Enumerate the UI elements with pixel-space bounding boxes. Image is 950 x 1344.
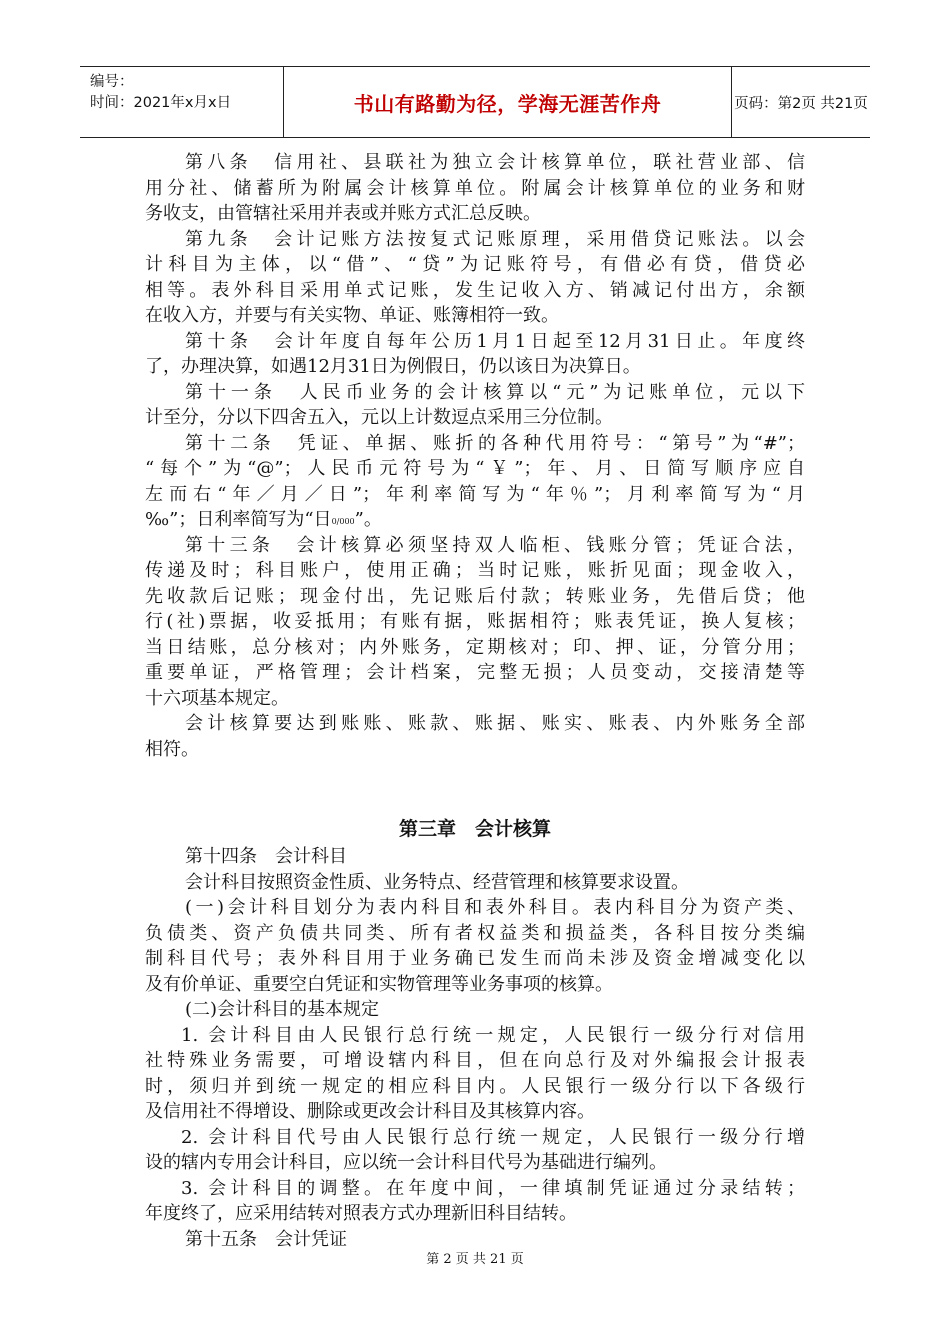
text-line: 时，须归并到统一规定的相应科目内。人民银行一级分行以下各级行 <box>145 1075 805 1097</box>
header-motto-cell <box>283 67 732 137</box>
text-line: 制科目代号；表外科目用于业务确已发生而尚未涉及资金增减变化以 <box>145 948 805 969</box>
text-line: 2. 会计科目代号由人民银行总行统一规定，人民银行一级分行增 <box>181 1126 805 1148</box>
article-12 <box>145 431 805 533</box>
text-line: (二)会计科目的基本规定 <box>185 999 380 1020</box>
text-line: 在收入方，并要与有关实物、单证、账簿相符一致。 <box>145 305 559 326</box>
page-footer: 第 2 页 共 21 页 <box>426 1252 524 1267</box>
text-line: 计科目为主体，以“借”、“贷”为记账符号，有借必有贷，借贷必 <box>145 254 805 275</box>
text-line: 第九条 会计记账方法按复式记账原理，采用借贷记账法。以会 <box>185 228 805 250</box>
article-11 <box>145 380 805 431</box>
text-line: 传递及时；科目账户，使用正确；当时记账，账折见面；现金收入， <box>145 560 805 581</box>
text-line: 及信用社不得增设、删除或更改会计科目及其核算内容。 <box>145 1101 595 1122</box>
item-1 <box>145 1023 805 1125</box>
daily-rate-symbol: 0/000 <box>331 517 355 526</box>
text-line: 先收款后记账；现金付出，先记账后付款；转账业务，先借后贷；他 <box>145 585 805 607</box>
text-line: 行(社)票据，收妥抵用；有账有据，账据相符；账表凭证，换人复核； <box>145 611 805 632</box>
page-header <box>80 66 870 138</box>
text-line: “每个”为“@”；人民币元符号为“￥”；年、月、日简写顺序应自 <box>145 458 805 479</box>
text-line: 1. 会计科目由人民银行总行统一规定，人民银行一级分行对信用 <box>181 1024 805 1046</box>
text-line: 负债类、资产负债共同类、所有者权益类和损益类，各科目按分类编 <box>145 922 805 944</box>
paragraph-accuracy <box>145 711 805 762</box>
document-body <box>145 150 805 1252</box>
text-line: 相等。表外科目采用单式记账，发生记收入方、销减记付出方，余额 <box>145 279 805 301</box>
article-14 <box>145 844 805 895</box>
article-10 <box>145 329 805 380</box>
document-number-label: 编号： <box>90 74 134 90</box>
text-line: 左而右“年／月／日”；年利率简写为“年％”；月利率简写为“月 <box>145 483 805 505</box>
text-line: 设的辖内专用会计科目，应以统一会计科目代号为基础进行编列。 <box>145 1152 667 1173</box>
text-line: 第十条 会计年度自每年公历1月1日起至12月31日止。年度终 <box>185 330 805 352</box>
article-9 <box>145 227 805 329</box>
document-date-label: 时间：2021年x月x日 <box>90 95 232 111</box>
text-segment: ‰”；日利率简写为“日 <box>145 509 332 530</box>
text-line: 了，办理决算，如遇12月31日为例假日，仍以该日为决算日。 <box>145 356 641 377</box>
article-8 <box>145 150 805 227</box>
item-3 <box>145 1176 805 1227</box>
text-segment: ”。 <box>354 509 382 530</box>
text-line: 3. 会计科目的调整。在年度中间，一律填制凭证通过分录结转； <box>181 1177 805 1199</box>
text-line: 计至分，分以下四舍五入，元以上计数逗点采用三分位制。 <box>145 407 613 428</box>
text-line <box>145 507 805 533</box>
text-line: 相符。 <box>145 738 199 760</box>
clause-1 <box>145 895 805 997</box>
text-line: 及有价单证、重要空白凭证和实物管理等业务事项的核算。 <box>145 973 613 995</box>
text-line: 第十四条 会计科目 <box>185 846 347 867</box>
text-line: 第十二条 凭证、单据、账折的各种代用符号：“第号”为“#”； <box>185 432 805 454</box>
header-page-info: 页码：第2页 共21页 <box>734 95 868 112</box>
text-line: 会计核算要达到账账、账款、账据、账实、账表、内外账务全部 <box>185 713 805 734</box>
item-2 <box>145 1125 805 1176</box>
header-motto: 书山有路勤为径，学海无涯苦作舟 <box>353 91 662 116</box>
text-line: 务收支，由管辖社采用并表或并账方式汇总反映。 <box>145 203 541 224</box>
article-13 <box>145 533 805 712</box>
section-spacer <box>145 762 805 814</box>
text-line: 重要单证，严格管理；会计档案，完整无损；人员变动，交接清楚等 <box>145 662 805 683</box>
text-line: 第十一条 人民币业务的会计核算以“元”为记账单位，元以下 <box>185 381 805 403</box>
clause-2 <box>145 997 805 1023</box>
header-meta <box>80 67 283 137</box>
text-line: 社特殊业务需要，可增设辖内科目，但在向总行及对外编报会计报表 <box>145 1050 805 1071</box>
text-line: 第八条 信用社、县联社为独立会计核算单位，联社营业部、信 <box>185 152 805 173</box>
text-line: 年度终了，应采用结转对照表方式办理新旧科目结转。 <box>145 1203 577 1224</box>
chapter-title: 第三章 会计核算 <box>398 818 551 840</box>
text-line: 用分社、储蓄所为附属会计核算单位。附属会计核算单位的业务和财 <box>145 177 805 199</box>
text-line: 第十五条 会计凭证 <box>185 1228 347 1250</box>
text-line: (一)会计科目划分为表内科目和表外科目。表内科目分为资产类、 <box>185 897 805 918</box>
text-line: 当日结账，总分核对；内外账务，定期核对；印、押、证，分管分用； <box>145 636 805 658</box>
text-line: 十六项基本规定。 <box>145 687 289 709</box>
text-line: 会计科目按照资金性质、业务特点、经营管理和核算要求设置。 <box>185 871 689 893</box>
text-line: 第十三条 会计核算必须坚持双人临柜、钱账分管；凭证合法， <box>185 534 805 556</box>
